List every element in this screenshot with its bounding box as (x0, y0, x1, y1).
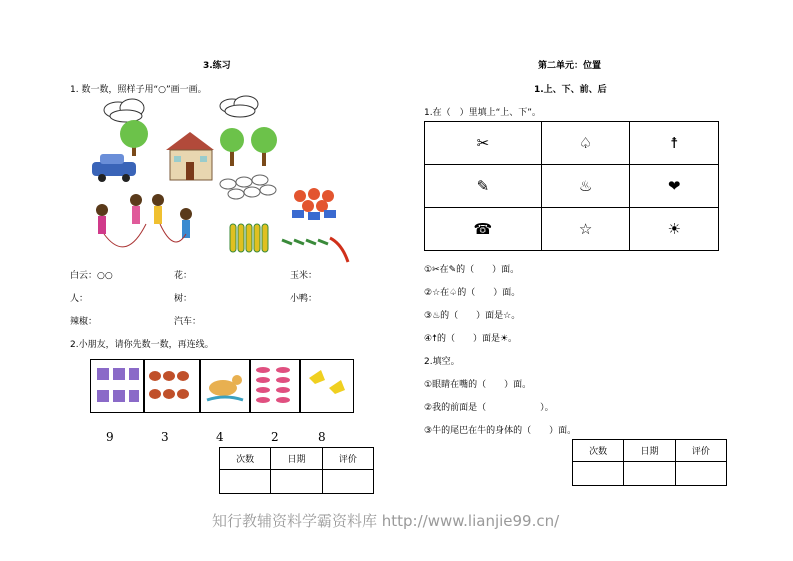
left-question-1: 1. 数一数，照样子用“○”画一画。 (70, 85, 207, 95)
right-question-1: 1.在（ ）里填上“上、下”。 (424, 108, 541, 118)
table-header: 评价 (675, 440, 726, 462)
counting-scene-illustration (86, 94, 358, 266)
count-row-label: 汽车： (174, 317, 202, 327)
cloud-icon (220, 96, 258, 117)
unit-title: 第二单元：位置 (538, 61, 602, 71)
section-title: 1.上、下、前、后 (534, 85, 607, 95)
table-cell[interactable] (271, 470, 322, 494)
heart-icon: ❤ (630, 165, 719, 208)
fill-blank-item: ③牛的尾巴在牛的身体的（ ）面。 (424, 426, 577, 436)
ladybug-icon (149, 371, 189, 399)
count-row-label: 玉米： (290, 271, 318, 281)
cup-icon (97, 368, 139, 402)
fill-blank-item: ①眼睛在嘴的（ ）面。 (424, 380, 532, 390)
table-cell[interactable] (624, 462, 675, 486)
table-cell[interactable] (220, 470, 271, 494)
left-title: 3.练习 (203, 61, 231, 71)
fill-blank-item: ①✂在✎的（ ）面。 (424, 265, 520, 275)
tree-icon (251, 127, 277, 166)
duck-icon (220, 175, 276, 199)
table-header: 次数 (220, 448, 271, 470)
table-cell[interactable] (322, 470, 373, 494)
horse-picture-box (200, 359, 250, 413)
spade-icon: ♤ (541, 122, 630, 165)
table-header: 次数 (573, 440, 624, 462)
number-label: 4 (216, 430, 224, 444)
count-row-label: 白云：○○ (70, 271, 113, 281)
birds-picture-box (300, 359, 354, 413)
fish-icon (256, 367, 290, 403)
left-question-2: 2.小朋友，请你先数一数，再连线。 (70, 340, 214, 350)
sun-icon: ☀ (630, 208, 719, 251)
star-icon: ☆ (541, 208, 630, 251)
number-label: 2 (271, 430, 279, 444)
count-row-label: 花： (174, 271, 193, 281)
house-icon (166, 132, 214, 180)
left-evaluation-table (219, 447, 374, 494)
child-icon (96, 194, 192, 247)
count-row-label: 人： (70, 294, 89, 304)
count-row-label: 小鸭： (290, 294, 318, 304)
pencil-icon: ✎ (425, 165, 542, 208)
table-cell[interactable] (675, 462, 726, 486)
fish-picture-box (250, 359, 300, 413)
watermark-text: 知行教辅资料学霸资料库 http://www.lianjie99.cn/ (212, 512, 560, 530)
fill-blank-item: ②☆在♤的（ ）面。 (424, 288, 521, 298)
cups-picture-box (90, 359, 144, 413)
chili-icon (282, 238, 348, 262)
table-header: 评价 (322, 448, 373, 470)
count-row-label: 树： (174, 294, 193, 304)
cross-icon: ☨ (630, 122, 719, 165)
fill-blank-item: ④☨的（ ）面是☀。 (424, 334, 518, 344)
scissors-icon: ✂ (425, 122, 542, 165)
right-evaluation-table (572, 439, 727, 486)
bird-icon (309, 370, 345, 394)
table-cell[interactable] (573, 462, 624, 486)
hot-springs-icon: ♨ (541, 165, 630, 208)
cloud-icon (104, 99, 144, 122)
table-header: 日期 (624, 440, 675, 462)
right-question-2: 2.填空。 (424, 357, 460, 367)
horse-icon (207, 375, 243, 400)
count-row-label: 辣椒： (70, 317, 98, 327)
corn-icon (230, 224, 268, 252)
flower-icon (292, 188, 336, 220)
car-icon (92, 154, 136, 182)
toys-picture-box (144, 359, 200, 413)
fill-blank-item: ③♨的（ ）面是☆。 (424, 311, 521, 321)
table-header: 日期 (271, 448, 322, 470)
number-label: 9 (106, 430, 114, 444)
tree-icon (220, 128, 244, 166)
telephone-icon: ☎ (425, 208, 542, 251)
symbol-grid (424, 121, 719, 251)
fill-blank-item: ②我的前面是（ ）。 (424, 403, 554, 413)
tree-icon (120, 120, 148, 156)
number-label: 3 (161, 430, 169, 444)
number-label: 8 (318, 430, 326, 444)
